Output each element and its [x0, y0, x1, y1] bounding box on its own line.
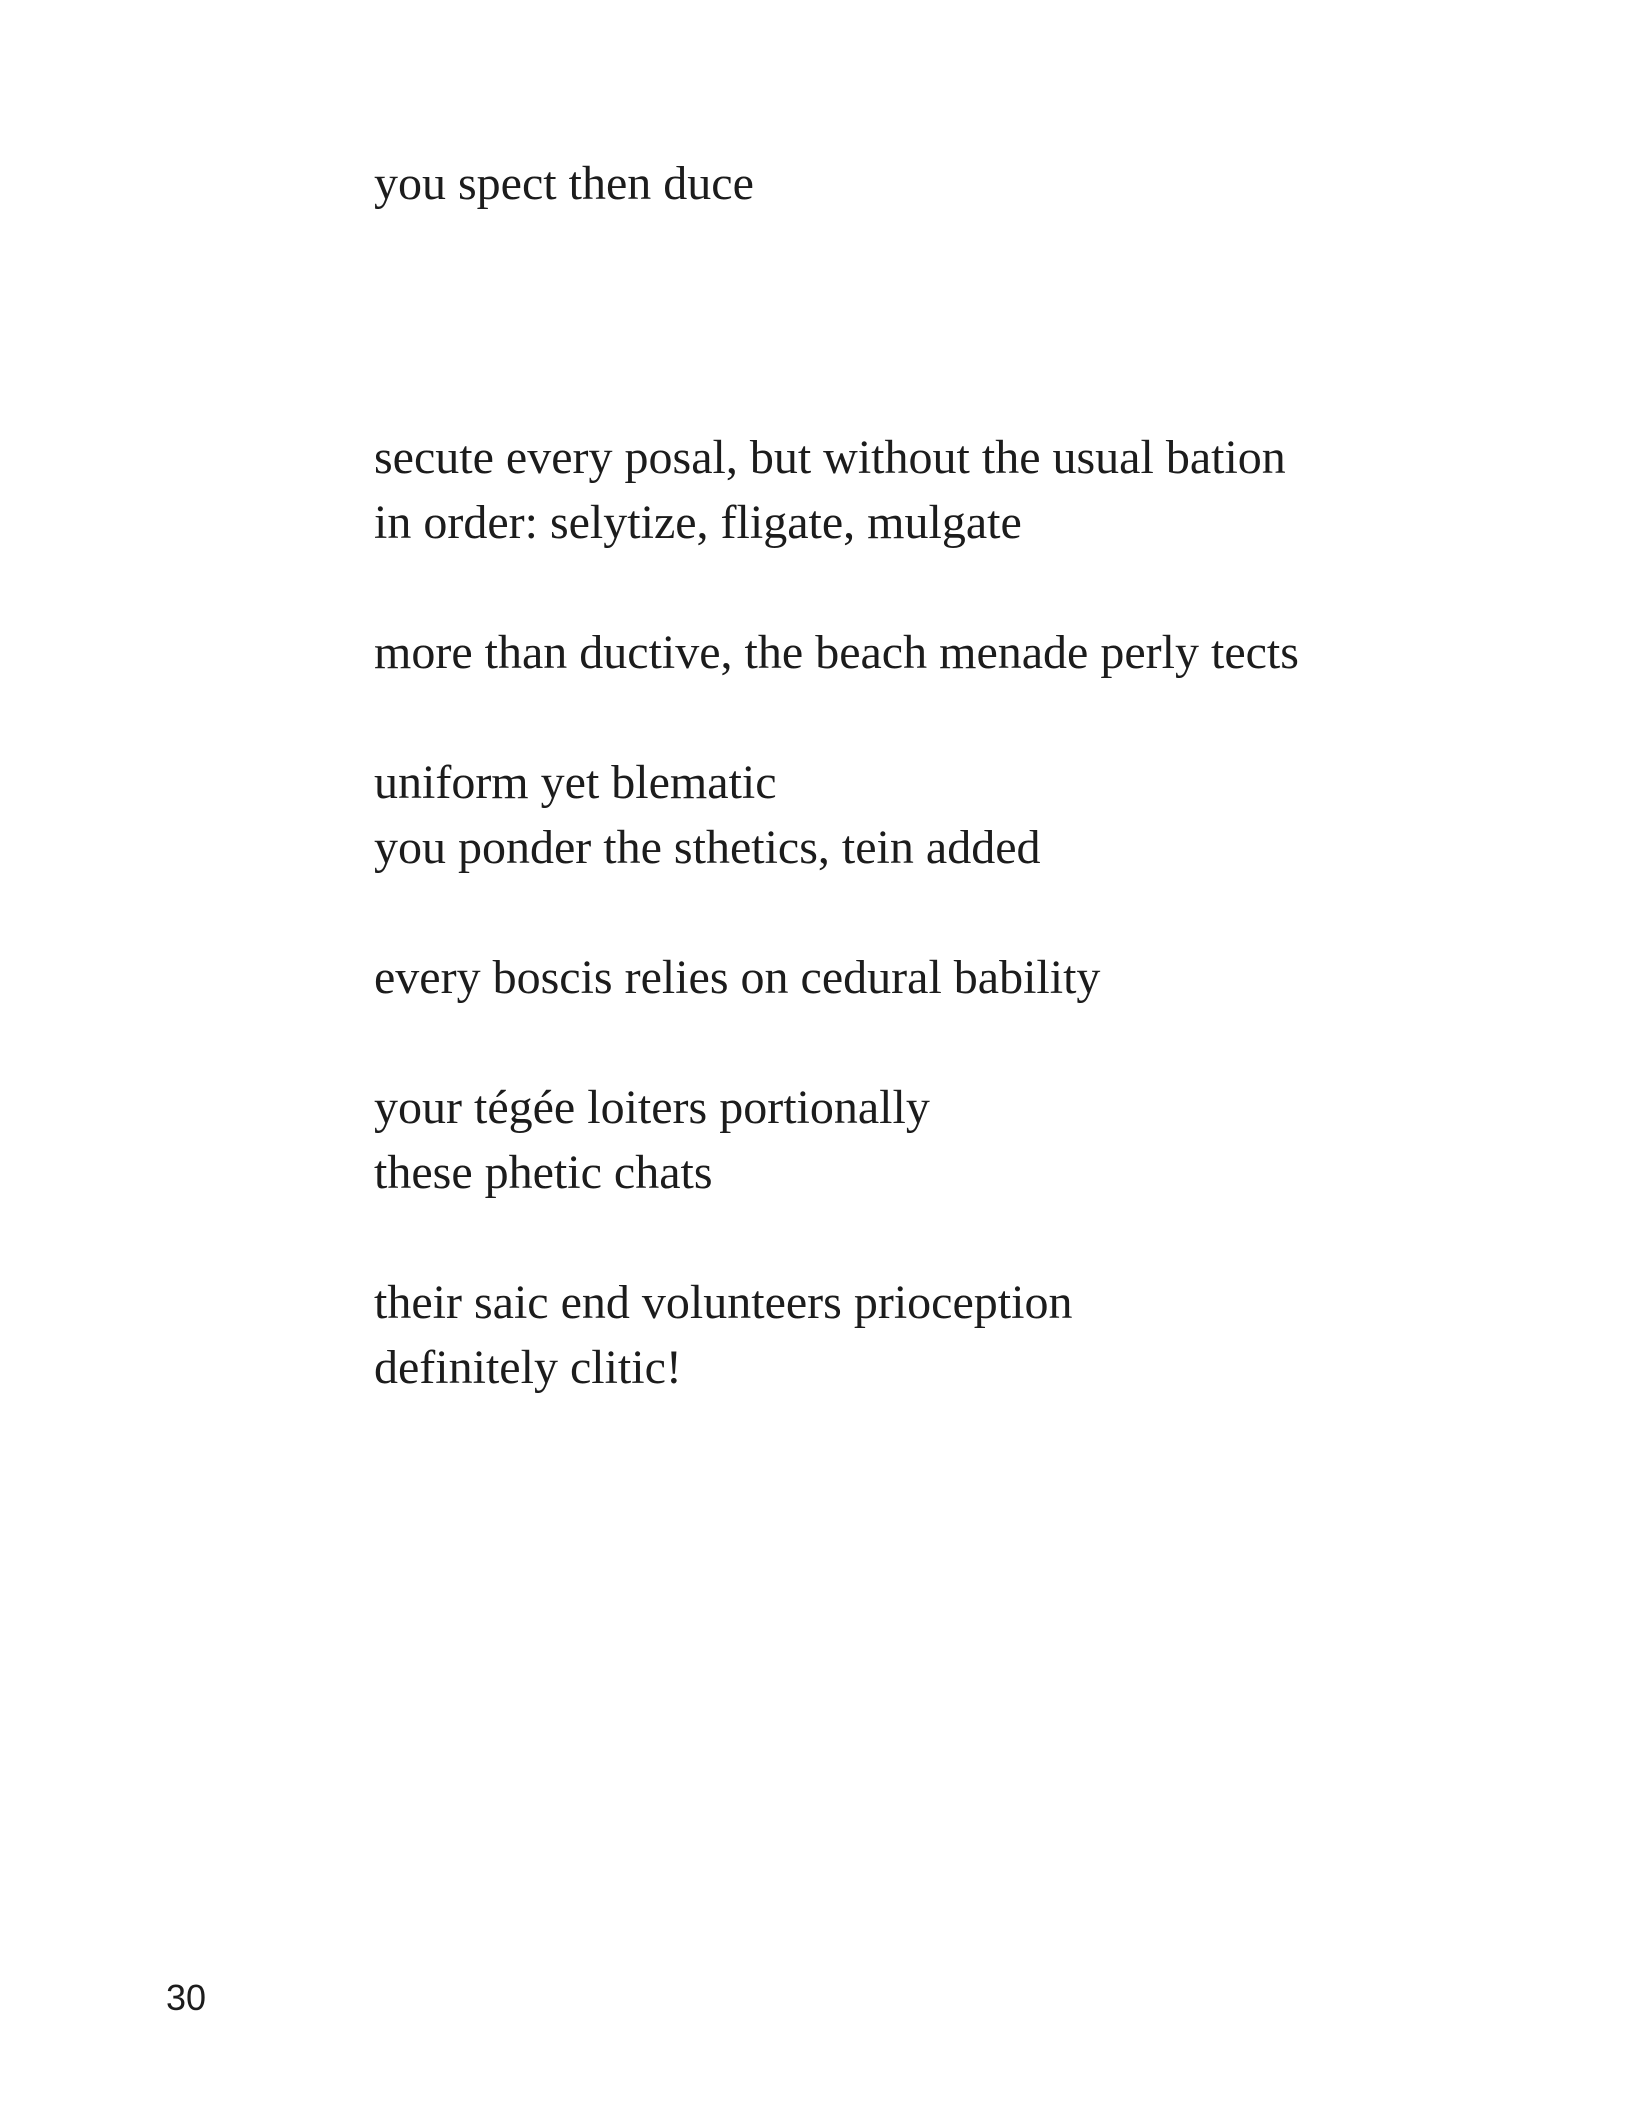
poem-line: more than ductive, the beach menade perly tects [374, 626, 1299, 679]
poem-line: every boscis relies on cedural bability [374, 951, 1101, 1004]
stanza-5 [374, 1075, 1594, 1205]
poem-line: uniform yet blematic [374, 756, 777, 809]
poem-line: your tégée loiters portionally [374, 1081, 930, 1134]
poem-line: these phetic chats [374, 1146, 713, 1199]
poem-line: secute every posal, but without the usual bation [374, 431, 1286, 484]
stanza-6 [374, 1270, 1594, 1400]
poem-line: you ponder the sthetics, tein added [374, 821, 1041, 874]
stanza-1 [374, 425, 1594, 555]
poem-line: in order: selytize, fligate, mulgate [374, 496, 1022, 549]
poem-line: their saic end volunteers prioception [374, 1276, 1073, 1329]
poem-body [374, 425, 1594, 1465]
stanza-4 [374, 945, 1594, 1010]
poem-line: definitely clitic! [374, 1341, 682, 1394]
page-number: 30 [166, 1977, 207, 2018]
stanza-3 [374, 750, 1594, 880]
poem-title: you spect then duce [374, 157, 754, 210]
stanza-2 [374, 620, 1594, 685]
